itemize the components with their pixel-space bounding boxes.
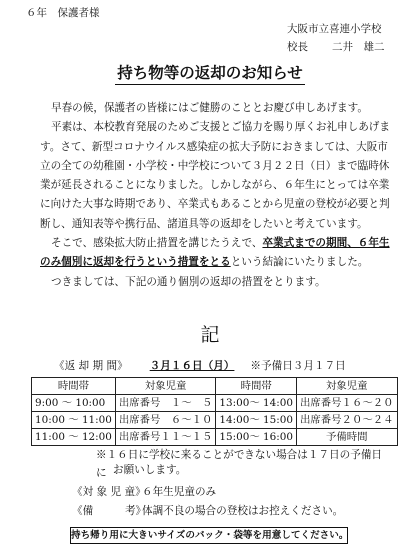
students-cell: 出席番号１１～１５ <box>115 429 216 446</box>
principal-name: 二井 雄二 <box>332 41 385 53</box>
return-date: ３月１６日（月） <box>149 360 235 372</box>
principal <box>287 42 385 53</box>
closing-paragraph: つきましては、下記の通り個別の返却の措置をとります。 <box>51 275 326 288</box>
page-title <box>0 66 420 82</box>
reserve-note-continued: お願いします。 <box>113 464 187 476</box>
table-row <box>32 412 398 429</box>
table-row <box>32 395 398 412</box>
column-header-students: 対象児童 <box>115 378 216 395</box>
target-value: ６年生児童のみ <box>142 486 217 498</box>
time-cell: 15:00～ 16:00 <box>216 429 297 446</box>
students-cell: 出席番号１６～２０ <box>297 395 398 412</box>
remarks <box>72 505 344 517</box>
column-header-students: 対象児童 <box>297 378 398 395</box>
return-period-label: 《返 却 期 間》 <box>54 360 128 372</box>
letter-body <box>40 99 392 292</box>
measure-lead: そこで、感染拡大防止措置を講じたうえで、 <box>51 237 263 250</box>
reserve-date: ※予備日３月１７日 <box>250 360 346 372</box>
addressee: ６年 保護者様 <box>26 7 100 19</box>
target-students <box>72 486 217 498</box>
column-header-time: 時間帯 <box>216 378 297 395</box>
measure-tail: という結論にいたりました。 <box>230 256 369 269</box>
measure-emphasis: 卒業式までの期間、６年生のみ個別に返却を行うという措置をとる <box>40 237 390 269</box>
time-cell: 9:00 ～ 10:00 <box>32 395 116 412</box>
page-title-text: 持ち物等の返却のお知らせ <box>115 64 305 85</box>
table-header-row <box>32 378 398 395</box>
remarks-value: 体調不良の場合の登校はお控えください。 <box>142 505 344 517</box>
students-cell: 出席番号２０～２４ <box>297 412 398 429</box>
principal-title: 校長 <box>287 41 308 53</box>
return-period <box>54 361 346 372</box>
school-name: 大阪市立喜連小学校 <box>287 23 382 35</box>
time-cell: 13:00～ 14:00 <box>216 395 297 412</box>
bag-reminder-banner: 持ち帰り用に大きいサイズのバック・袋等を用意してください。 <box>70 527 348 544</box>
students-cell: 出席番号 １～ ５ <box>115 395 216 412</box>
measure-paragraph <box>40 234 392 273</box>
students-cell: 出席番号 ６～１０ <box>115 412 216 429</box>
reserve-note: ※１６日に学校に来ることができない場合は１７日の予備日に <box>96 449 383 479</box>
return-timetable <box>31 377 398 446</box>
time-cell: 11:00 ～ 12:00 <box>32 429 116 446</box>
column-header-time: 時間帯 <box>32 378 116 395</box>
ki-heading: 記 <box>200 324 220 346</box>
students-cell: 予備時間 <box>297 429 398 446</box>
greeting-paragraph: 早春の候，保護者の皆様にはご健勝のこととお慶び申しあげます。 <box>51 102 368 114</box>
time-cell: 10:00 ～ 11:00 <box>32 412 116 429</box>
time-cell: 14:00～ 15:00 <box>216 412 297 429</box>
target-label: 《対 象 児 童》 <box>72 486 146 498</box>
table-row <box>32 429 398 446</box>
notice-paragraph: 平素は、本校教育発展のためご支援とご協力を賜り厚くお礼申しあげます。さて、新型コロナウイルス感染症の拡大予防におきましては、大阪市立の全ての幼稚園・小学校・中学校について３月２２日（日）まで臨時休業が延長されることになりました。しかしながら、６年生にとっては卒業に向けた大事な時期であり、卒業式もあることから児童の登校が必要と判断し、通知表等や携行品、諸道具等の返却をしたいと考えています。 <box>40 121 390 230</box>
remarks-label: 《備 考》 <box>72 505 147 517</box>
